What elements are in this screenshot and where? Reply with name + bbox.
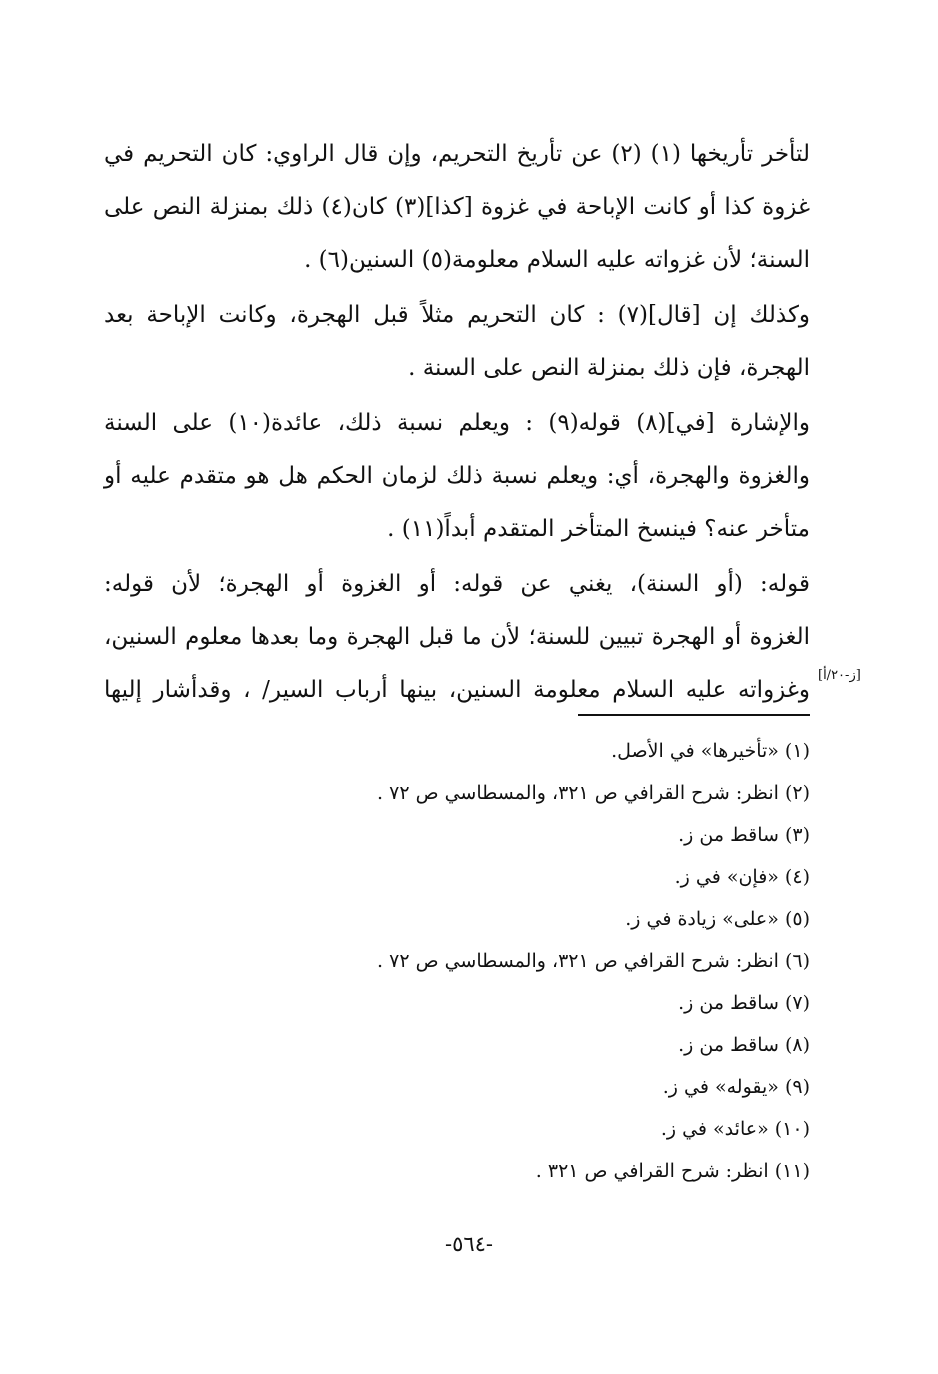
- text-line: وكذلك إن [قال](٧) : كان التحريم مثلاً قبل الهجرة، وكانت الإباحة بعد: [104, 302, 810, 328]
- footnote: (٥) «على» زيادة في ز.: [625, 908, 810, 930]
- paragraph: [104, 289, 810, 395]
- footnote: (٣) ساقط من ز.: [678, 824, 810, 846]
- manuscript-folio-note: [ز-٢٠/أ]: [818, 668, 861, 683]
- text-line: والغزوة والهجرة، أي: ويعلم نسبة ذلك لزمان الحكم هل هو متقدم عليه أو: [104, 463, 810, 489]
- footnote: (٢) انظر: شرح القرافي ص ٣٢١، والمسطاسي ص ٧٢ .: [377, 782, 810, 804]
- text-line: الغزوة أو الهجرة تبيين للسنة؛ لأن ما قبل الهجرة وما بعدها معلوم السنين،: [104, 624, 810, 650]
- text-line: متأخر عنه؟ فينسخ المتأخر المتقدم أبداً(١١) .: [387, 516, 810, 542]
- footnote-separator: [578, 714, 810, 716]
- footnote: (٧) ساقط من ز.: [678, 992, 810, 1014]
- paragraph: [104, 558, 810, 717]
- footnote: (٨) ساقط من ز.: [678, 1034, 810, 1056]
- page-number: -٥٦٤-: [444, 1232, 494, 1256]
- text-line: وغزواته عليه السلام معلومة السنين، بينها أرباب السير/ ، وقدأشار إليها: [104, 677, 810, 703]
- paragraph: [104, 397, 810, 556]
- footnote: (٩) «يقوله» في ز.: [662, 1076, 810, 1098]
- text-line: غزوة كذا أو كانت الإباحة في غزوة [كذا](٣) كان(٤) ذلك بمنزلة النص على: [104, 194, 811, 220]
- text-line: الهجرة، فإن ذلك بمنزلة النص على السنة .: [408, 355, 810, 381]
- footnote: (١٠) «عائد» في ز.: [660, 1118, 810, 1140]
- main-text: [104, 128, 810, 717]
- paragraph: [104, 128, 810, 287]
- footnote: (٦) انظر: شرح القرافي ص ٣٢١، والمسطاسي ص ٧٢ .: [377, 950, 810, 972]
- text-line: لتأخر تأريخها (١) (٢) عن تأريخ التحريم، وإن قال الراوي: كان التحريم في: [104, 141, 810, 167]
- footnotes: [290, 730, 810, 1192]
- text-line: السنة؛ لأن غزواته عليه السلام معلومة(٥) السنين(٦) .: [304, 247, 810, 273]
- footnote: (١) «تأخيرها» في الأصل.: [611, 740, 810, 762]
- text-line: والإشارة [في](٨) قوله(٩) : ويعلم نسبة ذلك، عائدة(١٠) على السنة: [104, 410, 810, 436]
- footnote: (٤) «فإن» في ز.: [674, 866, 810, 888]
- text-line: قوله: (أو السنة)، يغني عن قوله: أو الغزوة أو الهجرة؛ لأن قوله:: [104, 571, 810, 597]
- footnote: (١١) انظر: شرح القرافي ص ٣٢١ .: [535, 1160, 810, 1182]
